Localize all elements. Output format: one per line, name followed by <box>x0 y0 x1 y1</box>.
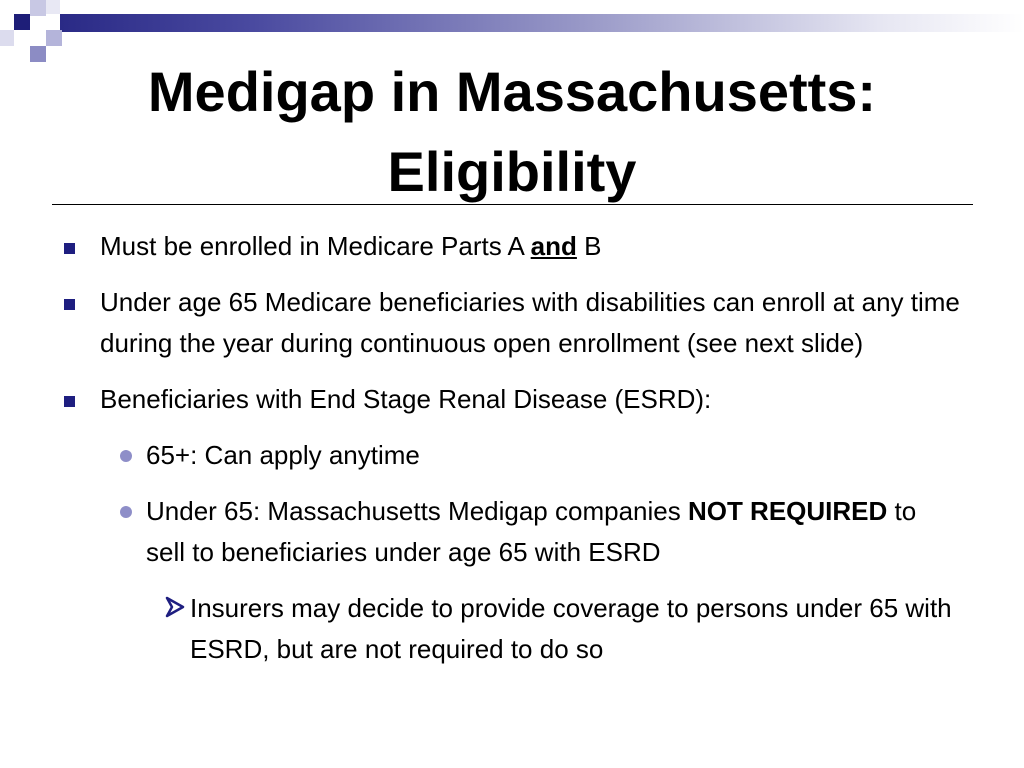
decorative-square <box>46 0 60 14</box>
sub-bullet-text: 65+: Can apply anytime <box>146 440 420 470</box>
sub-sub-bullet-text: Insurers may decide to provide coverage to persons under 65 with ESRD, but are not required to do so <box>190 593 952 664</box>
decorative-square <box>0 30 14 46</box>
sub-bullet-text-post: to sell to beneficiaries under age 65 with ESRD <box>146 496 917 567</box>
bullet-item <box>62 226 962 267</box>
bullet-text-emphasis: and <box>530 231 577 261</box>
bullet-text: Under age 65 Medicare beneficiaries with disabilities can enroll at any time during the year during continuous open enrollment (see next slide) <box>100 287 960 358</box>
square-bullet-icon <box>64 243 75 254</box>
slide-title-line1: Medigap in Massachusetts: <box>147 60 877 123</box>
bullet-text-post: B <box>576 231 602 261</box>
sub-bullet-text-emphasis: NOT REQUIRED <box>687 496 888 526</box>
arrow-bullet-icon <box>164 590 188 614</box>
square-bullet-icon <box>64 396 75 407</box>
bullet-text: Beneficiaries with End Stage Renal Disease (ESRD): <box>100 384 712 414</box>
square-bullet-icon <box>64 299 75 310</box>
title-divider <box>52 204 973 205</box>
decorative-square <box>46 30 62 46</box>
slide-title-line2: Eligibility <box>387 140 637 203</box>
sub-bullet-item <box>62 491 962 573</box>
sub-sub-bullet-item <box>62 588 962 670</box>
decorative-square <box>14 14 30 30</box>
sub-bullet-text-pre: Under 65: Massachusetts Medigap companies <box>146 496 688 526</box>
sub-bullet-item <box>62 435 962 476</box>
bullet-text-pre: Must be enrolled in Medicare Parts A <box>100 231 531 261</box>
dot-bullet-icon <box>120 450 132 462</box>
slide-body <box>62 226 962 685</box>
dot-bullet-icon <box>120 506 132 518</box>
header-gradient-bar <box>60 14 1024 32</box>
bullet-item <box>62 379 962 420</box>
decorative-square <box>30 0 46 16</box>
decorative-square <box>30 46 46 62</box>
bullet-item <box>62 282 962 364</box>
slide-title <box>52 52 972 212</box>
